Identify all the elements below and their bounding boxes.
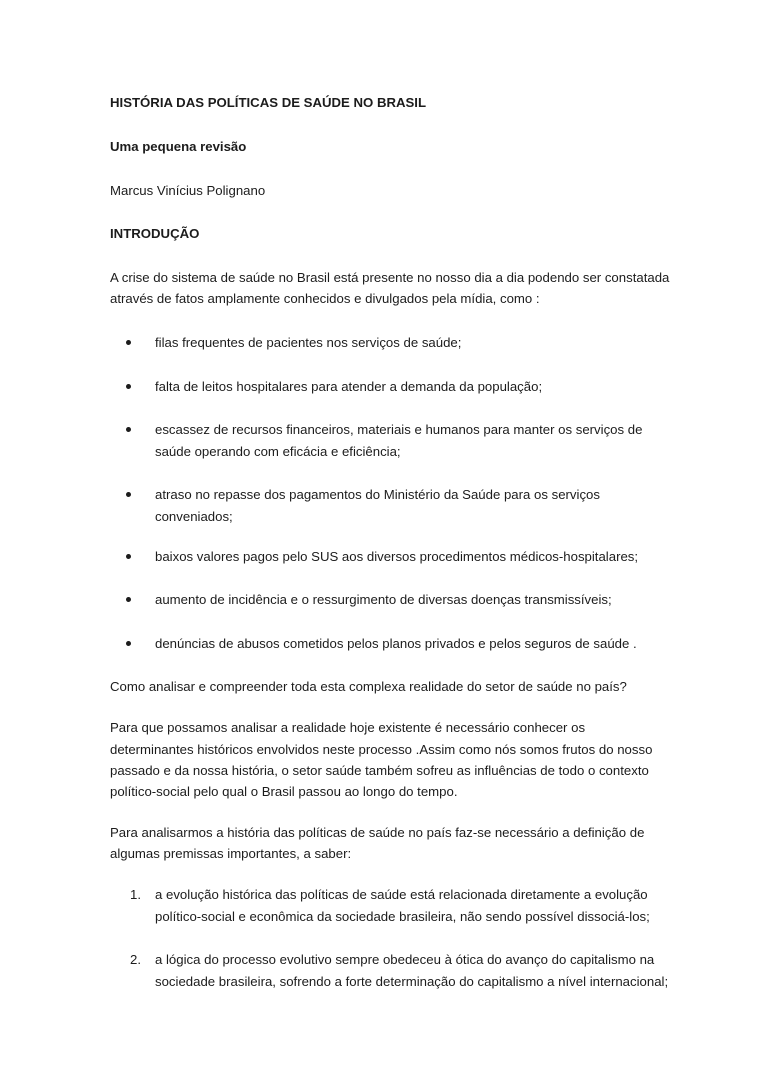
section-heading: INTRODUÇÃO <box>110 226 200 241</box>
paragraph-line: Para que possamos analisar a realidade hoje existente é necessário conhecer os <box>110 720 586 735</box>
paragraph-line: algumas premissas importantes, a saber: <box>110 846 352 861</box>
author-name: Marcus Vinícius Polignano <box>110 183 266 198</box>
list-item-text: falta de leitos hospitalares para atender a demanda da população; <box>155 379 543 394</box>
bullet-icon <box>126 641 131 646</box>
paragraph-line: passado e da nossa história, o setor saúde também sofreu as influências de todo o contexto <box>110 763 649 778</box>
intro-line: A crise do sistema de saúde no Brasil está presente no nosso dia a dia podendo ser constatada <box>110 270 670 285</box>
list-item-text: atraso no repasse dos pagamentos do Ministério da Saúde para os serviços <box>155 487 600 502</box>
paragraph-line: determinantes históricos envolvidos neste processo .Assim como nós somos frutos do nosso <box>110 742 653 757</box>
document-title: HISTÓRIA DAS POLÍTICAS DE SAÚDE NO BRASIL <box>110 95 427 110</box>
list-item <box>155 546 675 568</box>
list-number: 2. <box>130 952 141 967</box>
list-item-text: político-social e econômica da sociedade brasileira, não sendo possível dissociá-los; <box>155 908 650 924</box>
list-item <box>155 633 675 655</box>
paragraph-line: político-social pelo qual o Brasil passou ao longo do tempo. <box>110 784 458 799</box>
paragraph-line: Para analisarmos a história das políticas de saúde no país faz-se necessário a definição de <box>110 825 645 840</box>
list-item-text: filas frequentes de pacientes nos serviços de saúde; <box>155 335 462 350</box>
list-item <box>130 949 675 992</box>
list-item-text: baixos valores pagos pelo SUS aos diversos procedimentos médicos-hospitalares; <box>155 549 639 564</box>
list-item-text: sociedade brasileira, sofrendo a forte determinação do capitalismo a nível internacional; <box>155 973 669 989</box>
list-item <box>155 332 675 354</box>
bullet-icon <box>126 427 131 432</box>
list-item-text: conveniados; <box>155 508 233 524</box>
list-item-text: a lógica do processo evolutivo sempre obedeceu à ótica do avanço do capitalismo na <box>155 952 655 967</box>
question-paragraph: Como analisar e compreender toda esta complexa realidade do setor de saúde no país? <box>110 679 627 694</box>
list-item-text: aumento de incidência e o ressurgimento de diversas doenças transmissíveis; <box>155 592 612 607</box>
list-item <box>155 419 675 462</box>
bullet-icon <box>126 492 131 497</box>
list-item <box>155 484 675 527</box>
intro-line: através de fatos amplamente conhecidos e divulgados pela mídia, como : <box>110 291 540 306</box>
bullet-icon <box>126 384 131 389</box>
list-item-text: a evolução histórica das políticas de saúde está relacionada diretamente a evolução <box>155 887 648 902</box>
bullet-icon <box>126 597 131 602</box>
list-item-text: denúncias de abusos cometidos pelos planos privados e pelos seguros de saúde . <box>155 636 637 651</box>
document-subtitle: Uma pequena revisão <box>110 139 247 154</box>
list-item <box>155 376 675 398</box>
list-item <box>130 884 675 927</box>
list-number: 1. <box>130 887 141 902</box>
list-item-text: escassez de recursos financeiros, materiais e humanos para manter os serviços de <box>155 422 643 437</box>
list-item <box>155 589 675 611</box>
bullet-icon <box>126 340 131 345</box>
bullet-icon <box>126 554 131 559</box>
list-item-text: saúde operando com eficácia e eficiência; <box>155 443 401 459</box>
